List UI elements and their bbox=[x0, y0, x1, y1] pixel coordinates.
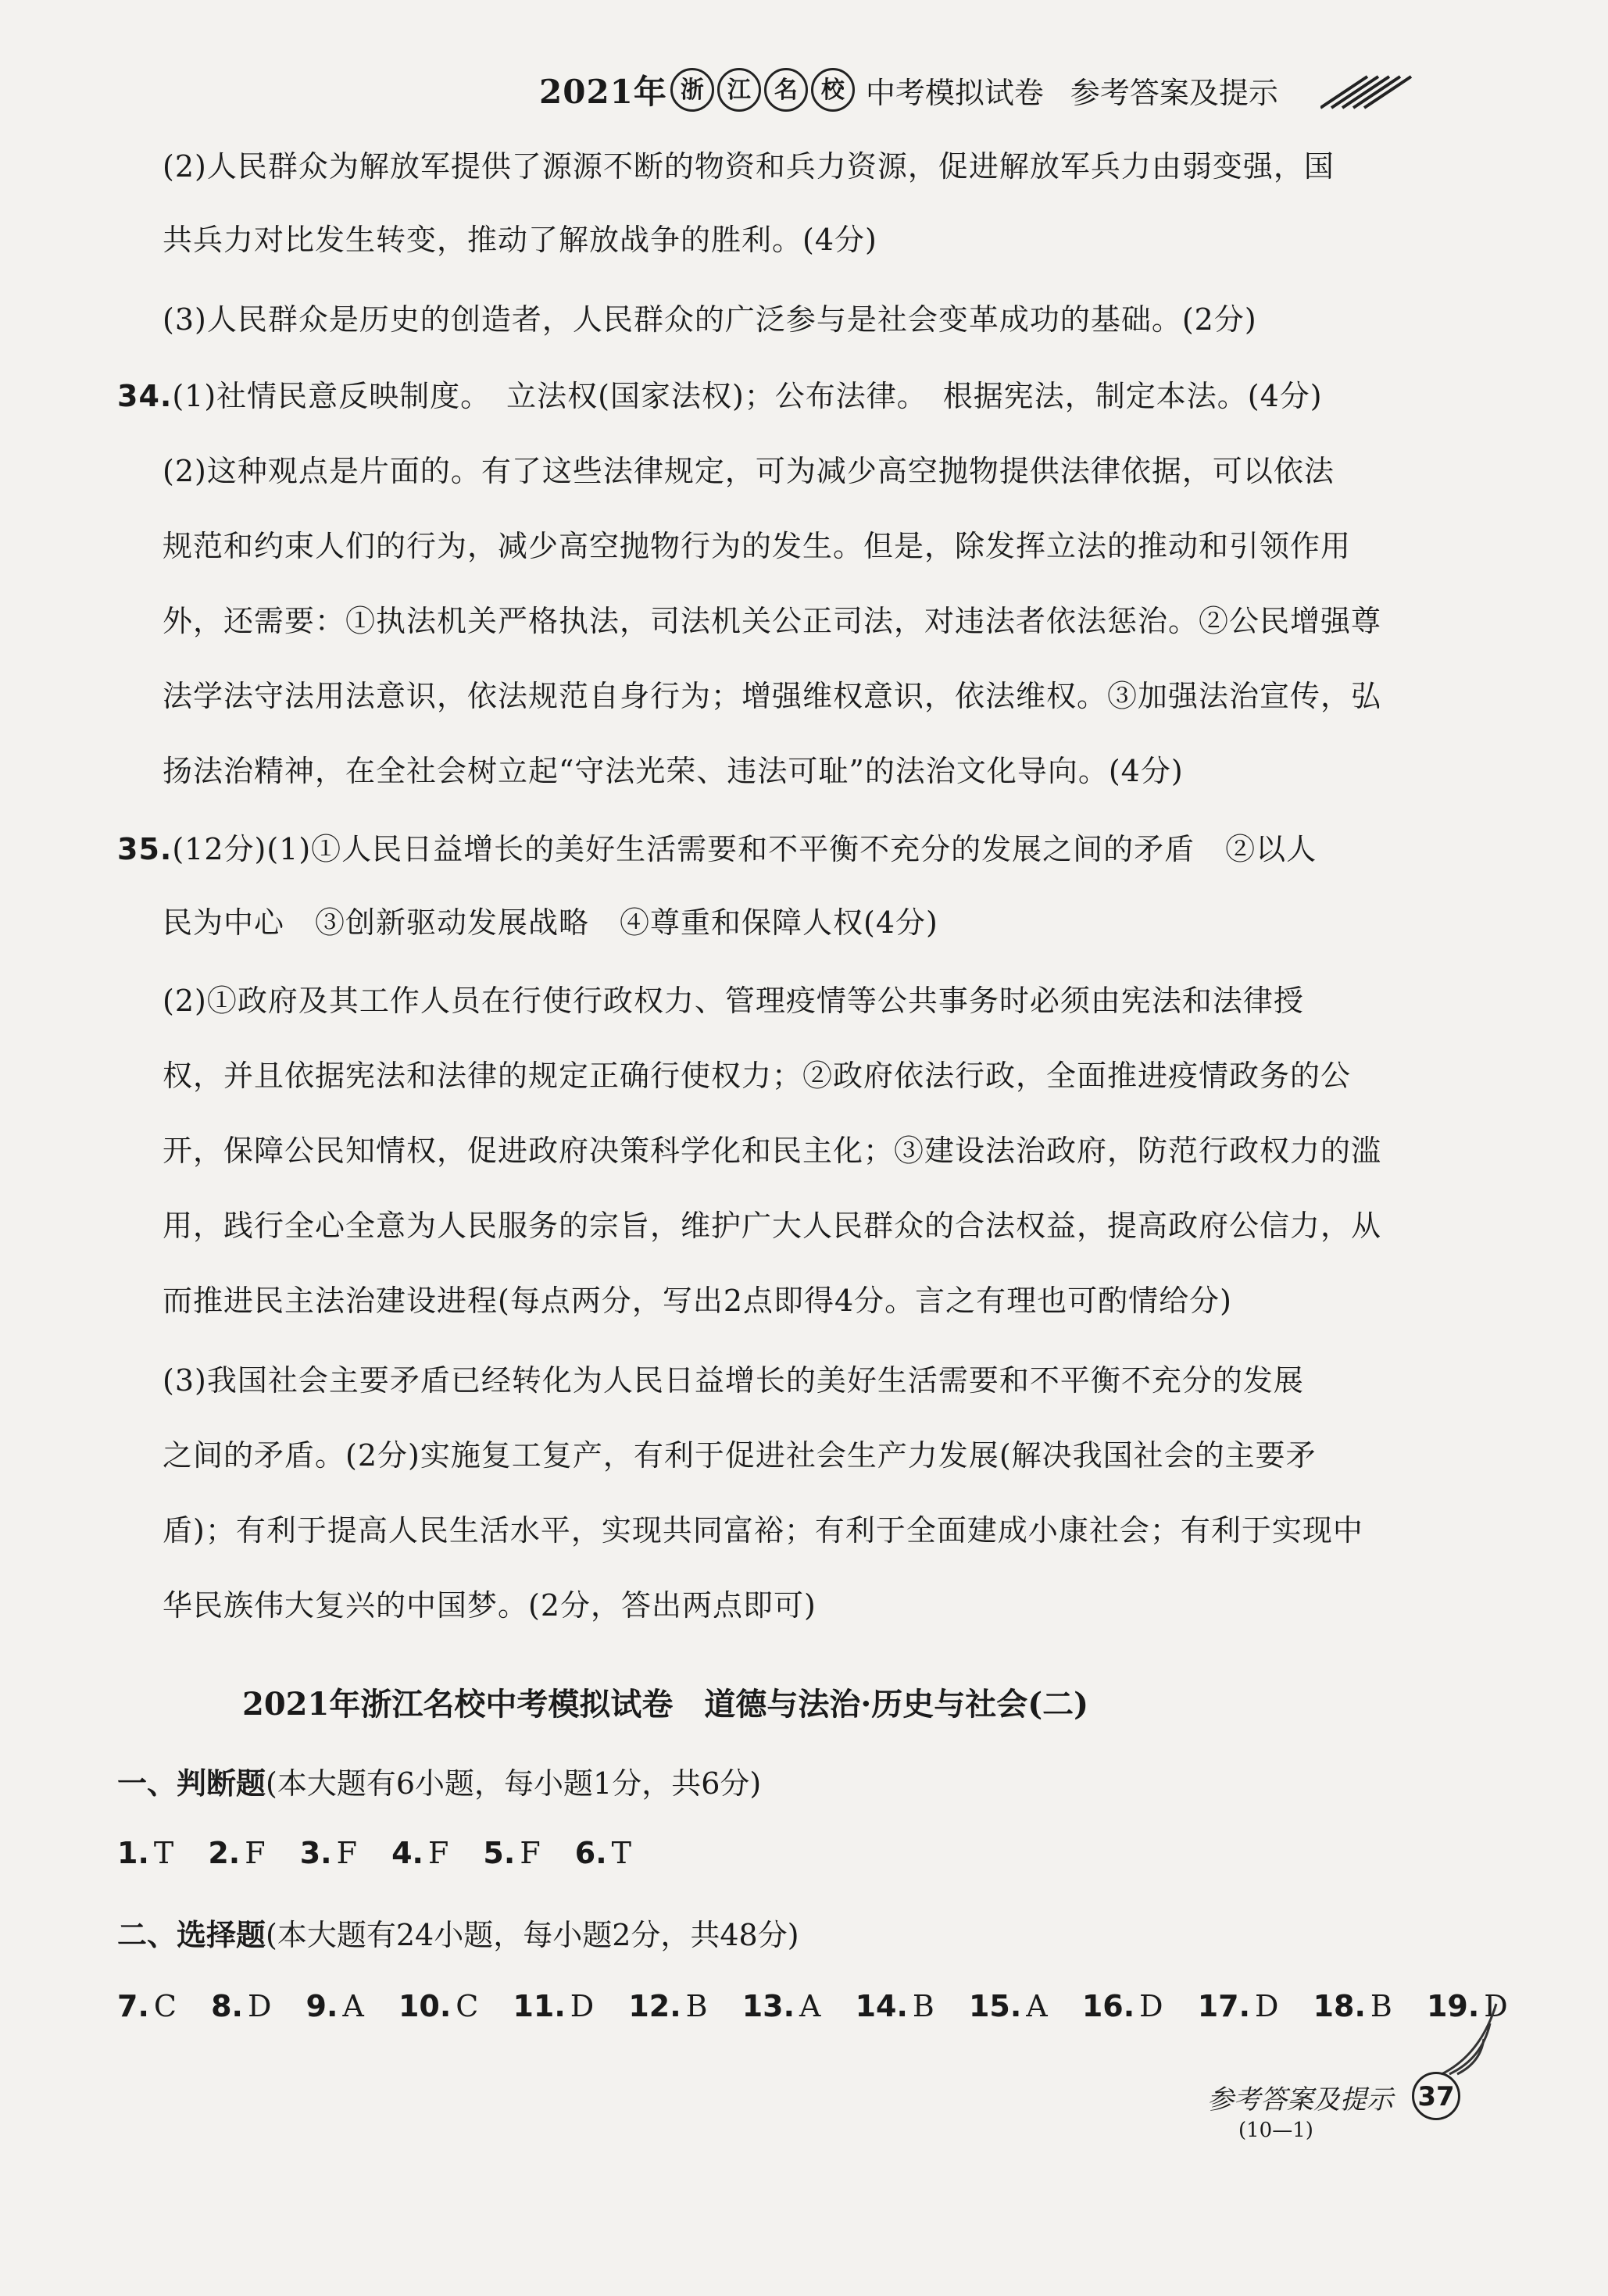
body-line: 而推进民主法治建设进程(每点两分，写出2点即得4分。言之有理也可酌情给分) bbox=[163, 1284, 1233, 1318]
body-line: (3)人民群众是历史的创造者，人民群众的广泛参与是社会变革成功的基础。(2分) bbox=[163, 302, 1257, 337]
body-line: (3)我国社会主要矛盾已经转化为人民日益增长的美好生活需要和不平衡不充分的发展 bbox=[163, 1363, 1304, 1398]
part2-heading bbox=[117, 1911, 799, 1954]
body-line: 法学法守法用法意识，依法规范自身行为；增强维权意识，依法维权。③加强法治宣传，弘 bbox=[163, 679, 1382, 713]
body-line: (2)人民群众为解放军提供了源源不断的物资和兵力资源，促进解放军兵力由弱变强，国 bbox=[163, 149, 1335, 184]
header-year: 2021年 bbox=[539, 73, 667, 111]
part1-answers bbox=[117, 1836, 656, 1870]
answer-item: 13. A bbox=[741, 1989, 821, 2023]
answer-item: 11. D bbox=[513, 1989, 595, 2023]
part2-answers bbox=[117, 1989, 1533, 2023]
footer-label: 参考答案及提示 bbox=[1207, 2084, 1393, 2116]
header-badge-char: 浙 bbox=[670, 68, 714, 112]
body-line: 开，保障公民知情权，促进政府决策科学化和民主化；③建设法治政府，防范行政权力的滥 bbox=[163, 1134, 1382, 1168]
body-line: 34.(1)社情民意反映制度。 立法权(国家法权)；公布法律。 根据宪法，制定本法。(4分) bbox=[117, 379, 1323, 413]
body-line: 之间的矛盾。(2分)实施复工复产，有利于促进社会生产力发展(解决我国社会的主要矛 bbox=[163, 1438, 1317, 1473]
answer-item: 19. D bbox=[1426, 1989, 1508, 2023]
answer-item: 18. B bbox=[1313, 1989, 1392, 2023]
part2-desc: (本大题有24小题，每小题2分，共48分) bbox=[266, 1918, 799, 1952]
body-line: 扬法治精神，在全社会树立起“守法光荣、违法可耻”的法治文化导向。(4分) bbox=[163, 754, 1184, 788]
header-title: 中考模拟试卷 bbox=[865, 75, 1044, 110]
body-line: 外，还需要：①执法机关严格执法，司法机关公正司法，对违法者依法惩治。②公民增强尊 bbox=[163, 604, 1382, 638]
body-line: (2)这种观点是片面的。有了这些法律规定，可为减少高空抛物提供法律依据，可以依法 bbox=[163, 454, 1335, 488]
page-header bbox=[539, 55, 1278, 125]
answer-item: 7. C bbox=[117, 1989, 177, 2023]
body-line: 权，并且依据宪法和法律的规定正确行使权力；②政府依法行政，全面推进疫情政务的公 bbox=[163, 1059, 1352, 1093]
answer-item: 2. F bbox=[208, 1836, 266, 1870]
part1-desc: (本大题有6小题，每小题1分，共6分) bbox=[266, 1766, 762, 1801]
body-line: 规范和约束人们的行为，减少高空抛物行为的发生。但是，除发挥立法的推动和引领作用 bbox=[163, 529, 1352, 563]
answer-item: 16. D bbox=[1081, 1989, 1163, 2023]
part1-heading bbox=[117, 1759, 761, 1802]
body-line: 华民族伟大复兴的中国梦。(2分，答出两点即可) bbox=[163, 1588, 817, 1623]
body-line: 35.(12分)(1)①人民日益增长的美好生活需要和不平衡不充分的发展之间的矛盾 ②以人 bbox=[117, 832, 1317, 866]
answer-item: 4. F bbox=[391, 1836, 449, 1870]
body-line: 用，践行全心全意为人民服务的宗旨，维护广大人民群众的合法权益，提高政府公信力，从 bbox=[163, 1209, 1382, 1243]
wing-decoration-icon bbox=[1434, 2000, 1512, 2078]
answer-item: 6. T bbox=[574, 1836, 632, 1870]
answer-item: 10. C bbox=[398, 1989, 479, 2023]
answer-item: 3. F bbox=[299, 1836, 357, 1870]
section-title: 2021年浙江名校中考模拟试卷 道德与法治·历史与社会(二) bbox=[242, 1686, 1089, 1723]
answer-item: 1. T bbox=[117, 1836, 174, 1870]
header-badge-char: 江 bbox=[717, 68, 761, 112]
answer-item: 9. A bbox=[306, 1989, 364, 2023]
body-line: 盾)；有利于提高人民生活水平，实现共同富裕；有利于全面建成小康社会；有利于实现中 bbox=[163, 1513, 1363, 1548]
part2-label: 二、选择题 bbox=[117, 1917, 266, 1952]
footer-sub: (10—1) bbox=[1238, 2119, 1313, 2142]
body-line: 民为中心 ③创新驱动发展战略 ④尊重和保障人权(4分) bbox=[163, 905, 938, 940]
body-line: 共兵力对比发生转变，推动了解放战争的胜利。(4分) bbox=[163, 223, 877, 257]
answer-item: 8. D bbox=[211, 1989, 272, 2023]
page-number: 37 bbox=[1412, 2072, 1460, 2120]
answer-item: 12. B bbox=[628, 1989, 708, 2023]
page-footer bbox=[1207, 2070, 1504, 2172]
header-badge-char: 名 bbox=[764, 68, 808, 112]
answer-item: 5. F bbox=[483, 1836, 541, 1870]
part1-label: 一、判断题 bbox=[117, 1766, 266, 1801]
header-answers: 参考答案及提示 bbox=[1070, 75, 1278, 110]
header-badge-char: 校 bbox=[811, 68, 855, 112]
answer-item: 14. B bbox=[855, 1989, 934, 2023]
answer-item: 17. D bbox=[1197, 1989, 1279, 2023]
header-stripes-icon bbox=[1320, 70, 1422, 109]
body-line: (2)①政府及其工作人员在行使行政权力、管理疫情等公共事务时必须由宪法和法律授 bbox=[163, 984, 1304, 1018]
answer-item: 15. A bbox=[968, 1989, 1048, 2023]
